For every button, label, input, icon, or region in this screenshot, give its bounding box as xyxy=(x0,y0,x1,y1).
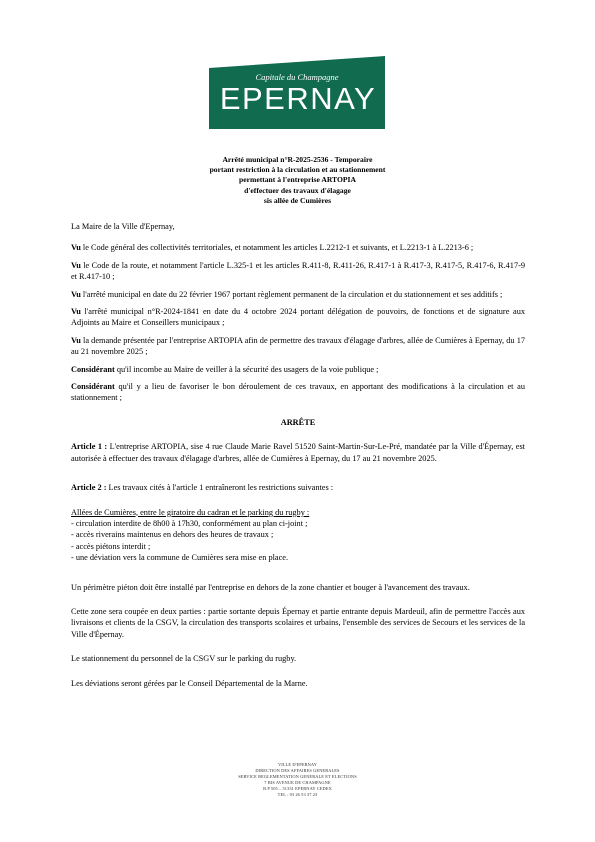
stationnement-paragraph: Le stationnement du personnel de la CSGV sur le parking du rugby. xyxy=(71,654,297,664)
epernay-logo xyxy=(209,56,385,129)
zone-paragraph: Cette zone sera coupée en deux parties : partie sortante depuis Épernay et partie entrante depuis Mardeuil, afin de permettre l'accès aux livraisons et clients de la CSGV, la circulation des transports scolaires et urbains, l'ensemble des services de Secours et les services de la Ville d'Épernay. xyxy=(71,606,525,639)
considerant-text: le Code général des collectivités territoriales, et notamment les articles L.2212-1 et suivants, et L.2213-1 à L.2213-6 ; xyxy=(80,243,474,253)
footer-line: 7 BIS AVENUE DE CHAMPAGNE xyxy=(264,780,331,786)
title-line: d'effectuer des travaux d'élagage xyxy=(244,185,351,195)
considerant-paragraph xyxy=(71,242,525,253)
list-item: - circulation interdite de 8h00 à 17h30, conformément au plan ci-joint ; xyxy=(71,518,308,528)
title-line: sis allée de Cumières xyxy=(263,195,332,205)
considerant-text: l'arrêté municipal n°R-2024-1841 en date du 4 octobre 2024 portant délégation de pouvoirs, de fonctions et de signature aux Adjoints au Maire et Conseillers municipaux ; xyxy=(71,307,525,328)
list-item: - accès riverains maintenus en dehors des heures de travaux ; xyxy=(71,530,274,540)
title-line: portant restriction à la circulation et au stationnement xyxy=(209,165,386,175)
considerant-text: qu'il incombe au Maire de veiller à la sécurité des usagers de la voie publique ; xyxy=(114,364,379,374)
considerant-paragraph xyxy=(71,381,525,404)
deviations-paragraph: Les déviations seront gérées par le Conseil Départemental de la Marne. xyxy=(71,678,308,688)
footer-line: SERVICE REGLEMENTATION GENERALE ET ELECTIONS xyxy=(238,774,357,780)
considerant-text: qu'il y a lieu de favoriser le bon déroulement de ces travaux, en apportant des modifications à la circulation et au stationnement ; xyxy=(71,382,525,403)
logo-name: EPERNAY xyxy=(219,81,377,116)
article-2 xyxy=(71,482,525,493)
considerant-lead: Vu xyxy=(71,243,81,253)
title-line: permettant à l'entreprise ARTOPIA xyxy=(239,175,356,185)
logo-tagline: Capitale du Champagne xyxy=(255,72,339,82)
considerant-paragraph xyxy=(71,306,525,329)
considerant-paragraph xyxy=(71,289,525,300)
considerant-paragraph xyxy=(71,335,525,358)
considerant-lead: Vu xyxy=(71,307,81,317)
article-2-text: Les travaux cités à l'article 1 entraîneront les restrictions suivantes : xyxy=(106,483,334,493)
considerant-lead: Considérant xyxy=(71,382,115,392)
considerant-lead: Vu xyxy=(71,260,81,270)
title-line: Arrêté municipal n°R-2025-2536 - Temporaire xyxy=(222,155,373,164)
considerant-paragraph xyxy=(71,260,525,283)
list-item: - une déviation vers la commune de Cumières sera mise en place. xyxy=(71,553,289,563)
footer-address xyxy=(0,762,595,799)
footer-line: VILLE D'EPERNAY xyxy=(277,762,318,767)
article-1-label: Article 1 : xyxy=(71,442,108,452)
article-1-text: L'entreprise ARTOPIA, sise 4 rue Claude Marie Ravel 51520 Saint-Martin-Sur-Le-Pré, mandatée par la Ville d'Épernay, est autorisée à effectuer des travaux d'élagage d'arbres, allée de Cumières à Epernay, du 17 au 21 novembre 2025. xyxy=(71,442,525,463)
intro: La Maire de la Ville d'Epernay, xyxy=(71,222,175,231)
considerant-text: le Code de la route, et notamment l'article L.325-1 et les articles R.411-8, R.411-26, R.417-1 à R.417-3, R.417-5, R.417-6, R.417-9 et R.417-10 ; xyxy=(71,260,525,282)
article-2-label: Article 2 : xyxy=(71,483,107,493)
considerant-text: l'arrêté municipal en date du 22 février 1967 portant règlement permanent de la circulation et du stationnement et ses additifs ; xyxy=(80,289,503,299)
restrictions-list xyxy=(71,518,525,564)
footer-line: TEL : 03 26 53 37 23 xyxy=(277,792,318,798)
arrete-heading: ARRÊTE xyxy=(280,417,316,427)
perimetre-paragraph: Un périmètre piéton doit être installé par l'entreprise en dehors de la zone chantier et bouger à l'avancement des travaux. xyxy=(71,582,470,592)
footer-line: B.P 505 – 51331 EPERNAY CEDEX xyxy=(263,786,332,792)
considerant-lead: Considérant xyxy=(71,364,115,374)
document-title xyxy=(0,155,595,206)
considerant-text: la demande présentée par l'entreprise ARTOPIA afin de permettre des travaux d'élagage d'arbres, allée de Cumières à Epernay, du 17 au 21 novembre 2025 ; xyxy=(71,335,525,357)
footer-line: DIRECTION DES AFFAIRES GENERALES xyxy=(255,768,340,774)
article-2-location: Allées de Cumières, entre le giratoire du cadran et le parking du rugby : xyxy=(71,507,310,517)
list-item: - accès piétons interdit ; xyxy=(71,541,151,551)
considerant-paragraph xyxy=(71,364,525,375)
considerant-lead: Vu xyxy=(71,335,81,345)
document-body xyxy=(71,221,525,689)
considerant-lead: Vu xyxy=(71,289,81,299)
epernay-logo-graphic xyxy=(209,56,385,129)
article-1 xyxy=(71,441,525,464)
